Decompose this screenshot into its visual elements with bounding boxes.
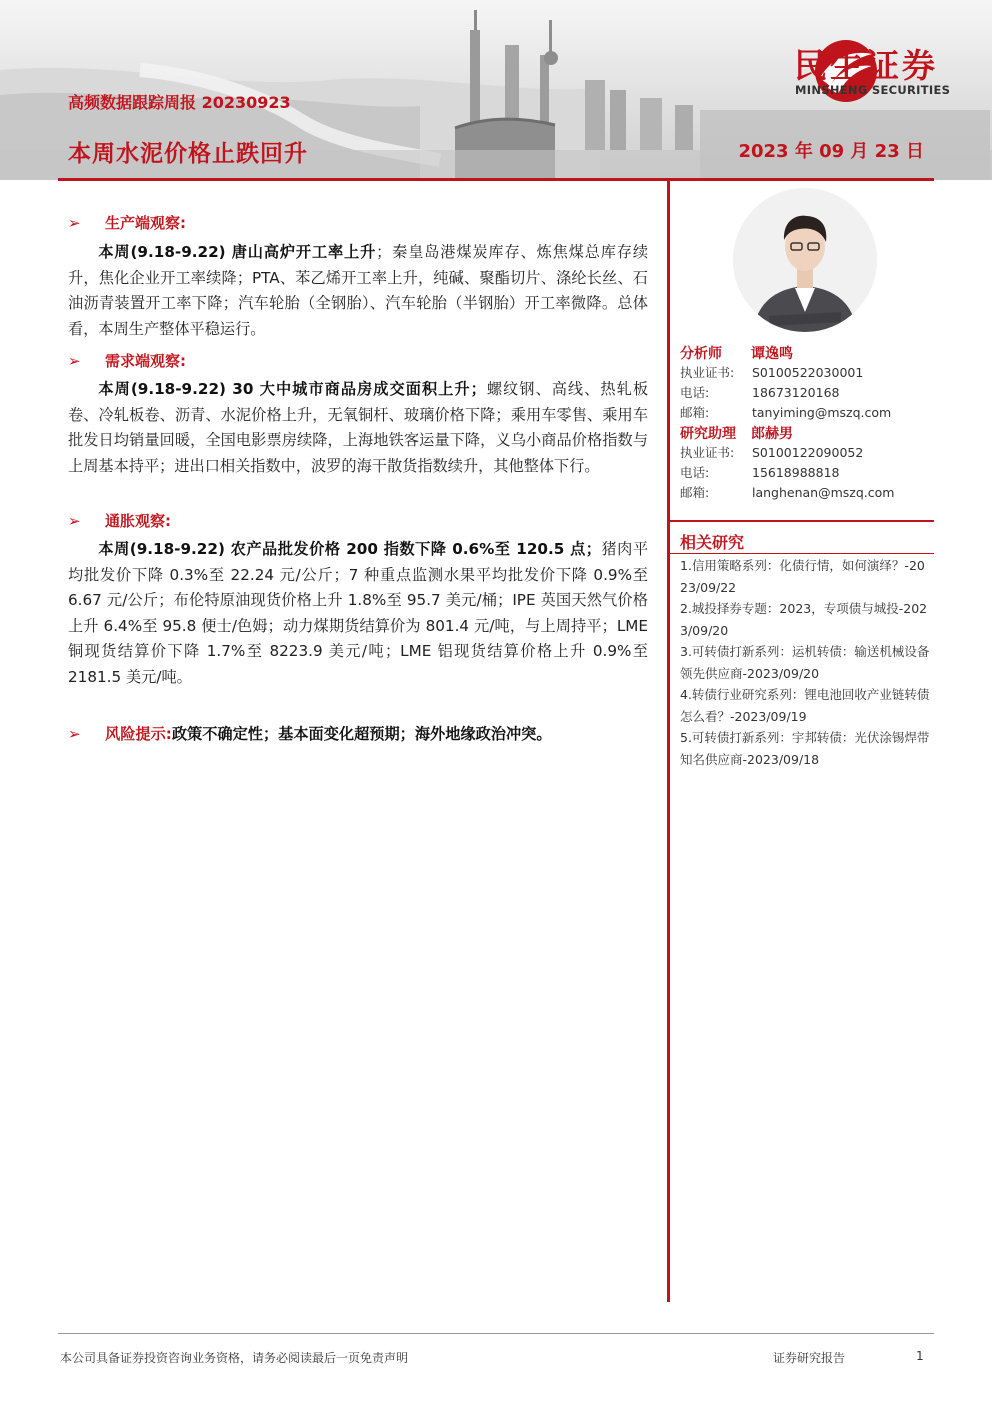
footer-divider: [58, 1333, 934, 1334]
arrow-icon: ➢: [68, 352, 81, 370]
report-title: 本周水泥价格止跌回升: [68, 141, 308, 167]
section-body-inflation: [68, 537, 648, 690]
demand-lead: 本周(9.18-9.22) 30 大中城市商品房成交面积上升；: [98, 380, 486, 398]
arrow-icon: ➢: [68, 512, 81, 530]
analyst-2-cert: 执业证书: S0100122090052: [680, 445, 864, 460]
section-heading-production: ➢ 生产端观察:: [68, 214, 186, 232]
related-divider-bottom: [669, 553, 934, 554]
logo-text-en: MINSHENG SECURITIES: [795, 83, 951, 97]
analyst-1-name: 谭逸鸣: [751, 346, 793, 362]
section-heading-demand: ➢ 需求端观察:: [68, 352, 186, 370]
column-divider: [667, 180, 670, 1302]
related-item[interactable]: 2.城投择券专题：2023，专项债与城投-2023/09/20: [680, 601, 928, 638]
risk-label: 风险提示:: [105, 725, 172, 743]
demand-text: 螺纹钢、高线、热轧板卷、冷轧板卷、沥青、水泥价格上升，无氧铜杆、玻璃价格下降；乘用车零售、乘用车批发日均销量回暖，全国电影票房续降，上海地铁客运量下降，义乌小商品价格指数与上周基本持平；进出口相关指数中，波罗的海干散货指数续升，其他整体下行。: [68, 380, 649, 475]
analyst-1-role: 分析师: [680, 346, 722, 362]
related-research-list: [680, 555, 930, 770]
related-divider-top: [669, 520, 934, 522]
analyst-1-phone: 电话: 18673120168: [680, 385, 840, 400]
analyst-2-email[interactable]: 邮箱: langhenan@mszq.com: [680, 485, 895, 500]
risk-text: 政策不确定性；基本面变化超预期；海外地缘政治冲突。: [171, 725, 552, 743]
production-text: ；秦皇岛港煤炭库存、炼焦煤总库存续升，焦化企业开工率续降；PTA、苯乙烯开工率上升，纯碱、聚酯切片、涤纶长丝、石油沥青装置开工率下降；汽车轮胎（全钢胎）、汽车轮胎（半钢胎）开工率微降。总体看，本周生产整体平稳运行。: [68, 243, 649, 338]
section-body-production: [68, 240, 648, 342]
footer-disclaimer: 本公司具备证券投资咨询业务资格，请务必阅读最后一页免责声明: [60, 1351, 409, 1365]
risk-warning: [68, 723, 552, 744]
analyst-1-email[interactable]: 邮箱: tanyiming@mszq.com: [680, 405, 892, 420]
footer-doc-type: 证券研究报告: [773, 1351, 846, 1365]
related-item[interactable]: 5.可转债打新系列：宇邦转债：光伏涂锡焊带知名供应商-2023/09/18: [680, 730, 930, 767]
section-body-demand: [68, 377, 648, 479]
arrow-icon: ➢: [68, 725, 81, 743]
production-lead: 本周(9.18-9.22) 唐山高炉开工率上升: [98, 243, 377, 261]
related-research-title: 相关研究: [680, 533, 745, 552]
header-divider: [58, 178, 934, 181]
logo-text-cn: 民生证券: [794, 46, 938, 85]
arrow-icon: ➢: [68, 214, 81, 232]
analyst-photo: [733, 188, 877, 332]
analyst-2-phone: 电话: 15618988818: [680, 465, 840, 480]
report-date: 2023 年 09 月 23 日: [738, 141, 924, 162]
report-series: 高频数据跟踪周报 20230923: [68, 93, 291, 112]
analyst-1-cert: 执业证书: S0100522030001: [680, 365, 864, 380]
related-item[interactable]: 4.转债行业研究系列：锂电池回收产业链转债怎么看？-2023/09/19: [680, 687, 930, 724]
section-heading-inflation: ➢ 通胀观察:: [68, 512, 171, 530]
page-number: 1: [916, 1349, 924, 1363]
analyst-2-role: 研究助理: [680, 426, 736, 442]
related-item[interactable]: 3.可转债打新系列：运机转债：输送机械设备领先供应商-2023/09/20: [680, 644, 930, 681]
inflation-lead: 本周(9.18-9.22) 农产品批发价格 200 指数下降 0.6%至 120.5 点；: [98, 540, 601, 558]
analyst-2-name: 郎赫男: [751, 426, 793, 442]
related-item[interactable]: 1.信用策略系列：化债行情，如何演绎？-2023/09/22: [680, 558, 925, 595]
inflation-text: 猪肉平均批发价下降 0.3%至 22.24 元/公斤；7 种重点监测水果平均批发价下降 0.9%至 6.67 元/公斤；布伦特原油现货价格上升 1.8%至 95.7 美元/桶；IPE 英国天然气价格上升 6.4%至 95.8 便士/色姆；动力煤期货结算价为 801.4 元/吨，与上周持平；LME 铜现货结算价下降 1.7%至 8223.9 美元/吨；LME 铝现货结算价格上升 0.9%至 2181.5 美元/吨。: [68, 540, 649, 686]
